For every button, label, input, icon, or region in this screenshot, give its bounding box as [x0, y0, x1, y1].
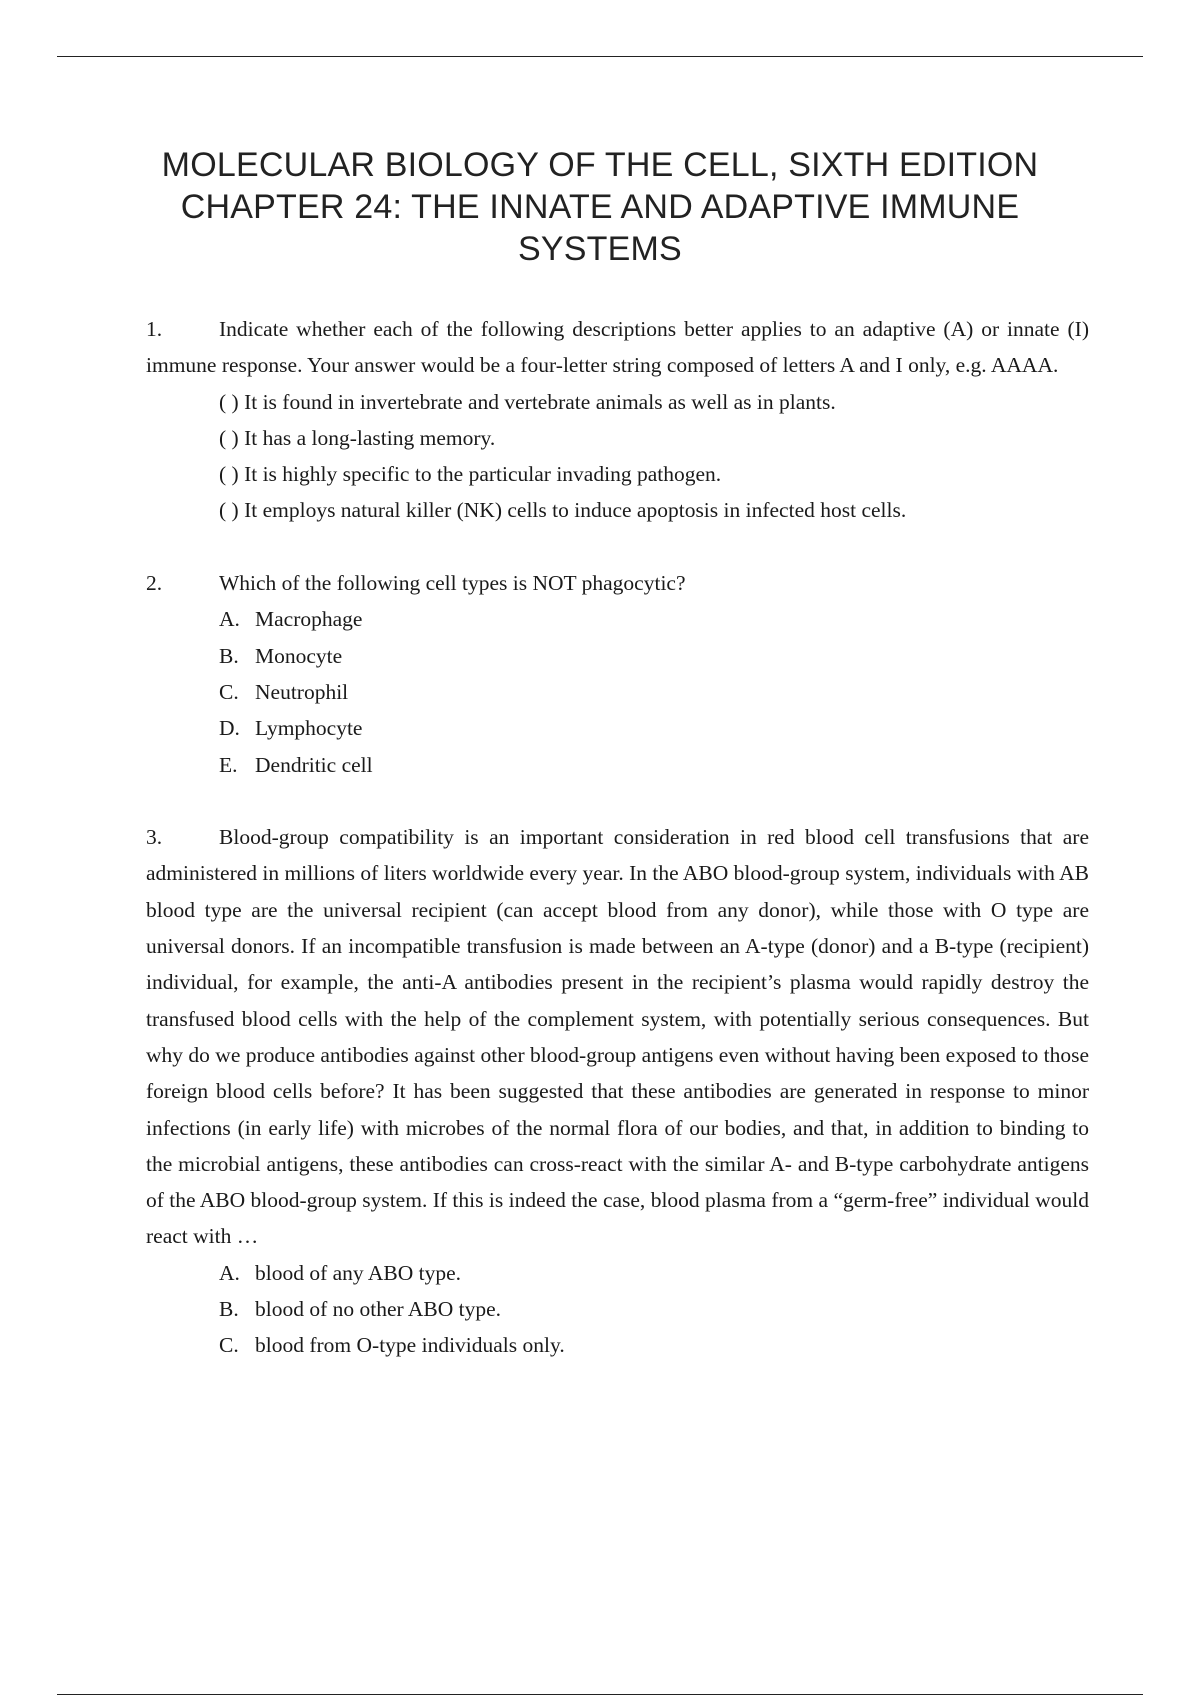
title-line-3: SYSTEMS	[518, 230, 682, 268]
top-rule	[57, 56, 1143, 57]
question-2	[146, 565, 1089, 783]
bottom-rule	[57, 1694, 1143, 1695]
list-item: D. Lymphocyte	[219, 716, 363, 741]
question-3	[146, 819, 1089, 1363]
list-item: ( ) It employs natural killer (NK) cells to induce apoptosis in infected host cells.	[219, 498, 907, 523]
question-1	[146, 311, 1089, 529]
list-item: B. blood of no other ABO type.	[219, 1297, 502, 1322]
list-item: ( ) It is highly specific to the particular invading pathogen.	[219, 462, 722, 487]
list-item: A. Macrophage	[219, 607, 363, 632]
questions-body	[146, 311, 1089, 1364]
question-3-number: 3.	[146, 825, 163, 850]
question-3-options	[146, 1255, 1089, 1364]
question-1-text: 1. Indicate whether each of the following descriptions better applies to an adaptive (A) or innate (I) immune response. Your answer would be a four-letter string composed of letters A and I only, e.g. AAAA.	[146, 311, 1089, 384]
question-1-number: 1.	[146, 317, 163, 341]
question-2-number: 2.	[146, 571, 163, 596]
list-item: A. blood of any ABO type.	[219, 1260, 462, 1285]
question-3-text: 3. Blood-group compatibility is an important consideration in red blood cell transfusions that are administered in millions of liters worldwide every year. In the ABO blood-group system, individuals with AB blood type are the universal recipient (can accept blood from any donor), while those with O type are universal donors. If an incompatible transfusion is made between an A-type (donor) and a B-type (recipient) individual, for example, the anti-A antibodies present in the recipient’s plasma would rapidly destroy the transfused blood cells with the help of the complement system, with potentially serious consequences. But why do we produce antibodies against other blood-group antigens even without having been exposed to those foreign blood cells before? It has been suggested that these antibodies are generated in response to minor infections (in early life) with microbes of the normal flora of our bodies, and that, in addition to binding to the microbial antigens, these antibodies can cross-react with the similar A- and B-type carbohydrate antigens of the ABO blood-group system. If this is indeed the case, blood plasma from a “germ-free” individual would react with …	[146, 819, 1089, 1255]
list-item: ( ) It has a long-lasting memory.	[219, 425, 496, 450]
list-item: C. Neutrophil	[219, 679, 349, 704]
title-line-2: CHAPTER 24: THE INNATE AND ADAPTIVE IMMUNE	[180, 188, 1020, 226]
question-2-text: 2. Which of the following cell types is NOT phagocytic?	[146, 565, 1089, 601]
question-1-options	[146, 384, 1089, 529]
list-item: ( ) It is found in invertebrate and vertebrate animals as well as in plants.	[219, 389, 836, 414]
page-title	[0, 144, 1200, 270]
title-line-1: MOLECULAR BIOLOGY OF THE CELL, SIXTH EDITION	[161, 146, 1039, 184]
list-item: B. Monocyte	[219, 643, 343, 668]
list-item: C. blood from O-type individuals only.	[219, 1333, 565, 1358]
question-2-options	[146, 601, 1089, 782]
list-item: E. Dendritic cell	[219, 752, 373, 777]
